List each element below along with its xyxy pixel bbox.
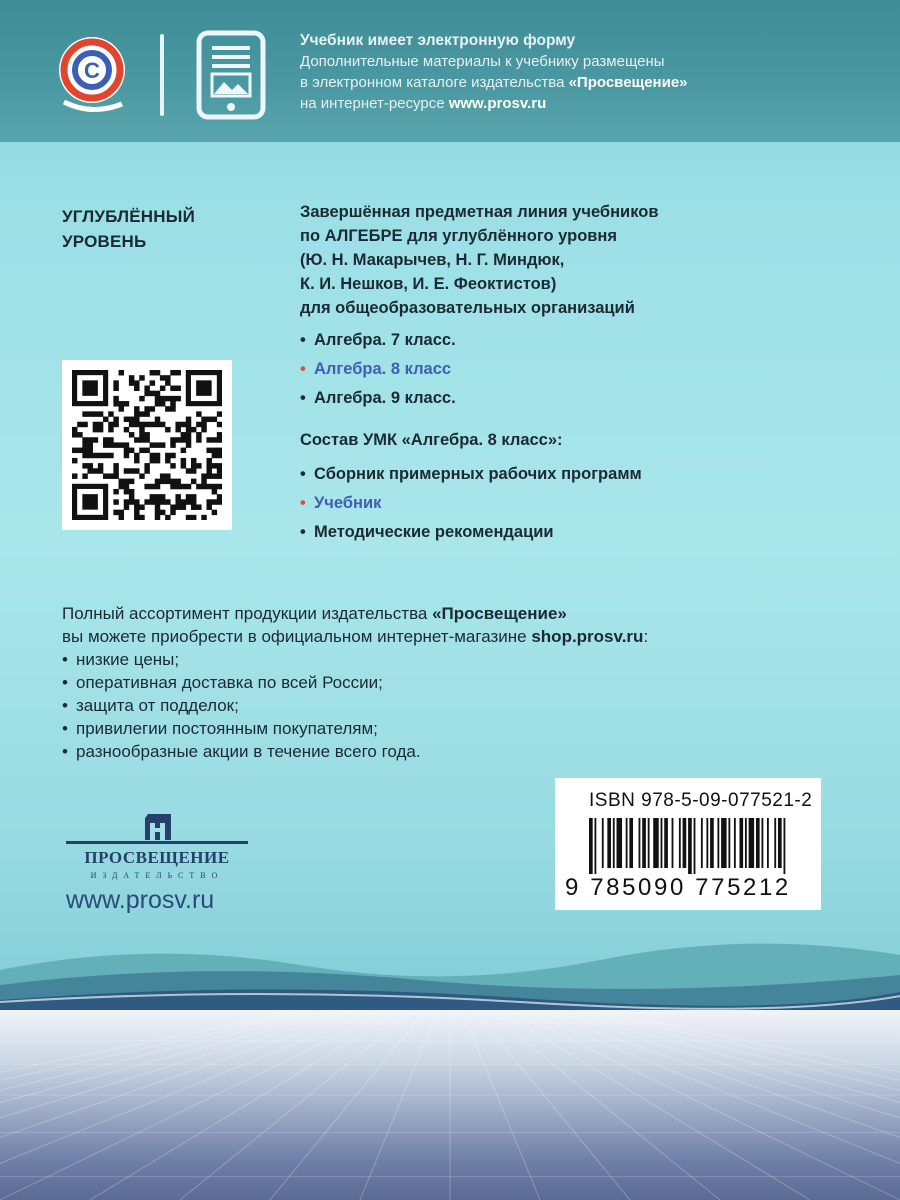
series-line4: К. И. Нешков, И. Е. Феоктистов)	[300, 275, 557, 293]
shop-url[interactable]: shop.prosv.ru	[531, 627, 644, 646]
book-item-9: • Алгебра. 9 класс.	[300, 384, 456, 413]
bottom-gradient	[0, 1010, 900, 1200]
level-line1: УГЛУБЛЁННЫЙ	[62, 207, 196, 226]
electronic-form-band	[0, 0, 900, 142]
prosv-url-top[interactable]: www.prosv.ru	[448, 95, 547, 112]
shop-line2: вы можете приобрести в официальном интернет-магазине shop.prosv.ru:	[62, 627, 649, 646]
electronic-form-line2: Дополнительные материалы к учебнику размещены	[300, 53, 665, 70]
book-list	[300, 326, 456, 413]
electronic-form-line4: на интернет-ресурсе www.prosv.ru	[300, 95, 547, 112]
publisher-brand-top: «Просвещение»	[568, 74, 688, 91]
shop-benefit-item: • низкие цены;	[62, 648, 862, 671]
level-line2: УРОВЕНЬ	[62, 232, 147, 251]
level-label	[62, 204, 242, 254]
series-description	[300, 200, 860, 320]
publisher-subtitle: ИЗДАТЕЛЬСТВО	[90, 871, 224, 880]
tablet-icon	[196, 30, 266, 120]
series-line3: (Ю. Н. Макарычев, Н. Г. Миндюк,	[300, 251, 565, 269]
umk-title: Состав УМК «Алгебра. 8 класс»:	[300, 431, 563, 449]
publisher-brand-shop: «Просвещение»	[432, 604, 567, 623]
electronic-form-logo-icon	[52, 32, 132, 114]
book-item-7: • Алгебра. 7 класс.	[300, 326, 456, 355]
qr-code[interactable]	[62, 360, 232, 530]
shop-benefit-item: • разнообразные акции в течение всего года.	[62, 740, 862, 763]
band-divider	[160, 34, 164, 116]
qr-code-icon	[72, 370, 222, 520]
shop-line1: Полный ассортимент продукции издательства «Просвещение»	[62, 604, 567, 623]
umk-list	[300, 460, 642, 547]
electronic-form-text	[300, 30, 688, 114]
umk-item-methods: • Методические рекомендации	[300, 518, 642, 547]
electronic-form-title: Учебник имеет электронную форму	[300, 32, 576, 49]
book-item-8: • Алгебра. 8 класс	[300, 355, 456, 384]
series-line2: по АЛГЕБРЕ для углублённого уровня	[300, 227, 618, 245]
publisher-logo-icon	[62, 812, 252, 852]
perspective-rays	[0, 1010, 900, 1200]
shop-info	[62, 602, 862, 763]
series-line1: Завершённая предметная линия учебников	[300, 203, 659, 221]
shop-benefits-list	[62, 648, 862, 763]
shop-benefit-item: • защита от подделок;	[62, 694, 862, 717]
svg-text:C: C	[84, 58, 100, 83]
barcode-icon	[589, 818, 789, 874]
publisher-url[interactable]: www.prosv.ru	[66, 886, 215, 914]
series-line5: для общеобразовательных организаций	[300, 299, 635, 317]
umk-item-textbook: • Учебник	[300, 489, 642, 518]
electronic-form-line3: в электронном каталоге издательства «Просвещение»	[300, 74, 688, 91]
isbn-number: 9 785090 775212	[565, 874, 791, 901]
isbn-barcode-box	[555, 778, 821, 910]
shop-benefit-item: • привилегии постоянным покупателям;	[62, 717, 862, 740]
isbn-label: ISBN 978-5-09-077521-2	[589, 790, 813, 811]
decorative-waves	[0, 930, 900, 1020]
shop-benefit-item: • оперативная доставка по всей России;	[62, 671, 862, 694]
umk-item-programs: • Сборник примерных рабочих программ	[300, 460, 642, 489]
publisher-name: ПРОСВЕЩЕНИЕ	[84, 848, 230, 867]
